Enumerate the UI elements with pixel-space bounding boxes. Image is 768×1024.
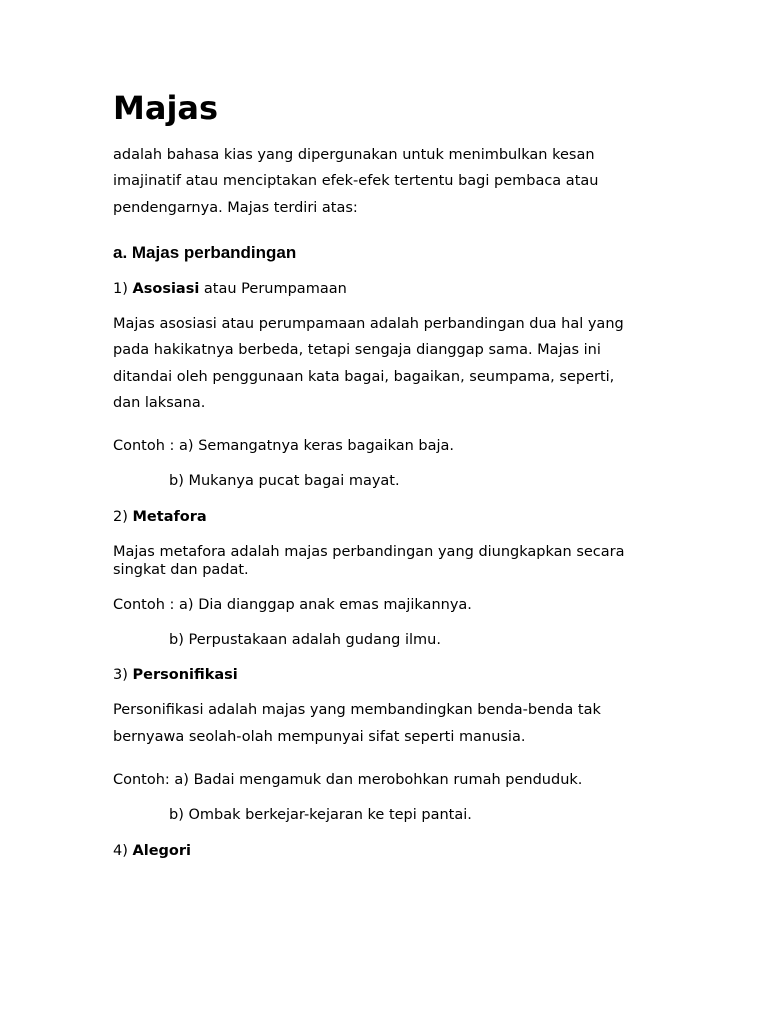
item-term: Metafora bbox=[132, 509, 207, 525]
description-line: ditandai oleh penggunaan kata bagai, bagaikan, seumpama, seperti, bbox=[113, 369, 615, 385]
example-a: Contoh: a) Badai mengamuk dan merobohkan rumah penduduk. bbox=[113, 772, 583, 788]
item-term: Asosiasi bbox=[132, 281, 200, 297]
description-line: dan laksana. bbox=[113, 395, 206, 411]
intro-line: adalah bahasa kias yang dipergunakan untuk menimbulkan kesan bbox=[113, 147, 595, 163]
intro-line: pendengarnya. Majas terdiri atas: bbox=[113, 200, 358, 216]
description-line: singkat dan padat. bbox=[113, 562, 249, 578]
item-term: Personifikasi bbox=[132, 667, 238, 683]
example-b: b) Perpustakaan adalah gudang ilmu. bbox=[169, 632, 441, 648]
item-term-suffix: atau Perumpamaan bbox=[203, 281, 347, 297]
intro-line: imajinatif atau menciptakan efek-efek tertentu bagi pembaca atau bbox=[113, 173, 599, 189]
item-heading-personifikasi bbox=[113, 666, 238, 684]
item-number: 3) bbox=[113, 667, 128, 683]
item-heading-metafora bbox=[113, 508, 207, 526]
example-a: Contoh : a) Dia dianggap anak emas majikannya. bbox=[113, 597, 472, 613]
example-b: b) Mukanya pucat bagai mayat. bbox=[169, 473, 400, 489]
item-term: Alegori bbox=[132, 843, 191, 859]
description-line: bernyawa seolah-olah mempunyai sifat seperti manusia. bbox=[113, 729, 526, 745]
section-heading: a. Majas perbandingan bbox=[113, 243, 297, 262]
page-title: Majas bbox=[113, 89, 219, 127]
item-number: 2) bbox=[113, 509, 128, 525]
item-heading-alegori bbox=[113, 842, 191, 860]
item-heading-asosiasi bbox=[113, 280, 347, 298]
description-line: Majas metafora adalah majas perbandingan yang diungkapkan secara bbox=[113, 544, 625, 560]
description-line: Majas asosiasi atau perumpamaan adalah perbandingan dua hal yang bbox=[113, 316, 624, 332]
description-line: pada hakikatnya berbeda, tetapi sengaja dianggap sama. Majas ini bbox=[113, 342, 601, 358]
description-line: Personifikasi adalah majas yang membandingkan benda-benda tak bbox=[113, 702, 601, 718]
item-number: 4) bbox=[113, 843, 128, 859]
example-b: b) Ombak berkejar-kejaran ke tepi pantai. bbox=[169, 807, 472, 823]
item-number: 1) bbox=[113, 281, 128, 297]
example-a: Contoh : a) Semangatnya keras bagaikan baja. bbox=[113, 438, 455, 454]
